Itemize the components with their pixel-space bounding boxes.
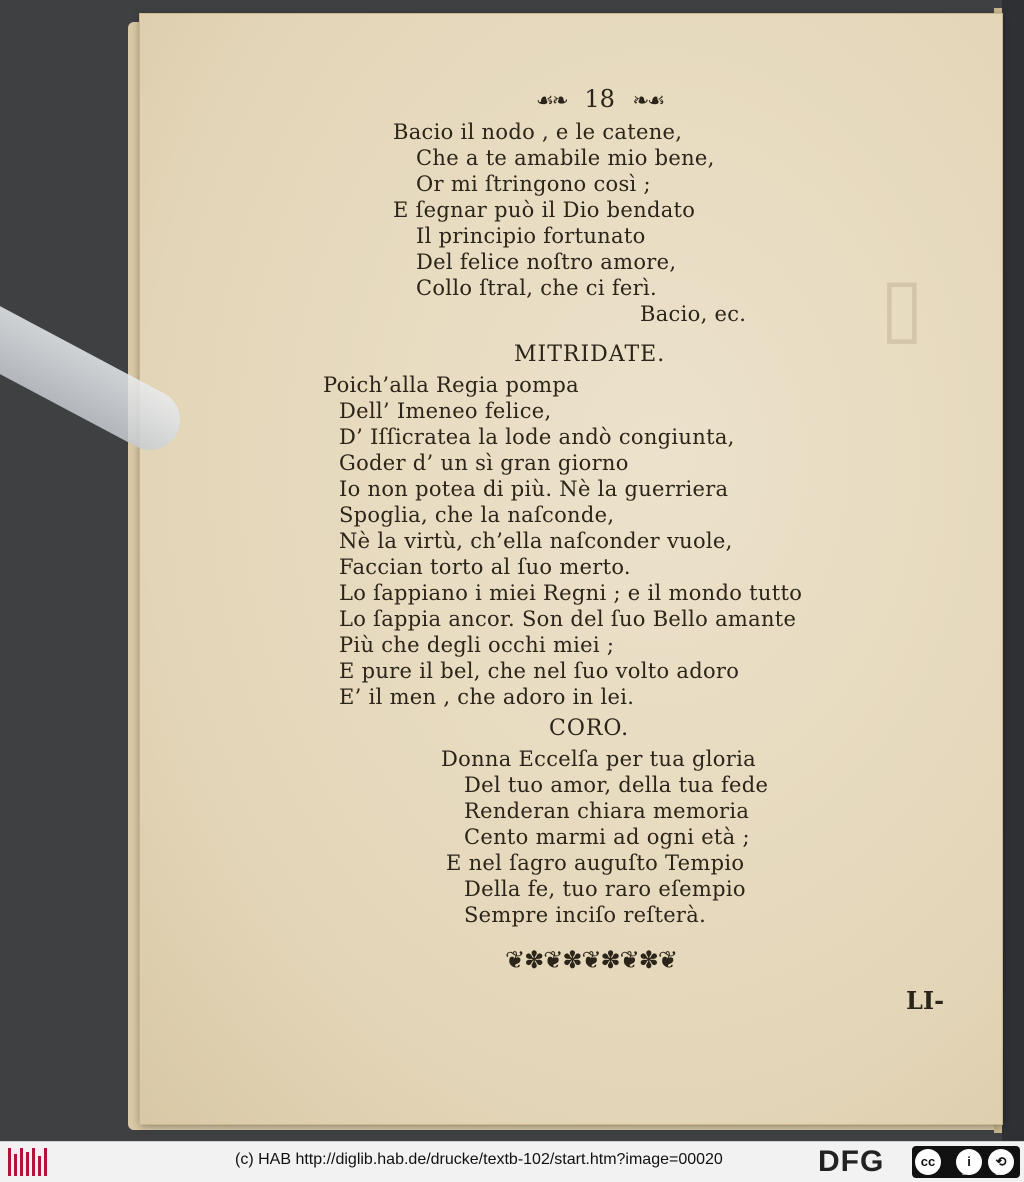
footer-bar xyxy=(0,1141,1024,1182)
verse-line: Che a te amabile mio bene, xyxy=(416,146,715,170)
sa-label: SA xyxy=(995,1170,1005,1177)
verse-line: Del tuo amor, della tua fede xyxy=(464,773,769,797)
header-ornament-right: ❧☙ xyxy=(632,88,664,112)
dfg-logo: DFG xyxy=(818,1145,885,1178)
verse-line: Nè la virtù, ch’ella naſconder vuole, xyxy=(339,529,733,553)
bleed-through-initial: ▯ xyxy=(880,260,925,353)
section-heading-coro: CORO. xyxy=(549,716,630,741)
share-alike-icon: ⟲ xyxy=(988,1149,1014,1175)
verse-line: Renderan chiara memoria xyxy=(464,799,750,823)
verse-line: Più che degli occhi miei ; xyxy=(339,633,615,657)
attribution-icon: i xyxy=(956,1149,982,1175)
verse-line: Lo ſappia ancor. Son del ſuo Bello amante xyxy=(339,607,797,631)
verse-line: Io non potea di più. Nè la guerriera xyxy=(339,477,729,501)
catchword: LI- xyxy=(906,986,945,1015)
verse-line: Della fe, tuo raro eſempio xyxy=(464,877,746,901)
verse-line: Donna Eccelſa per tua gloria xyxy=(441,747,756,771)
page-number: 18 xyxy=(584,85,615,113)
verse-line: E ſegnar può il Dio bendato xyxy=(393,198,696,222)
verse-line: Goder d’ un sì gran giorno xyxy=(339,451,629,475)
header-ornament-left: ☙❧ xyxy=(536,88,567,112)
footer-ornament: ❦✽❦✽❦✽❦✽❦ xyxy=(505,946,677,974)
verse-line: E pure il bel, che nel ſuo volto adoro xyxy=(339,659,740,683)
hab-logo-icon xyxy=(8,1148,48,1176)
verse-line: Dell’ Imeneo felice, xyxy=(339,399,552,423)
verse-line: Collo ſtral, che ci ferì. xyxy=(416,276,657,300)
verse-line: E nel ſagro auguſto Tempio xyxy=(446,851,745,875)
verse-line: Sempre inciſo reſterà. xyxy=(464,903,707,927)
refrain-line: Bacio, ec. xyxy=(640,302,747,326)
verse-line: Faccian torto al ſuo merto. xyxy=(339,555,631,579)
right-page-strip xyxy=(1002,0,1024,1141)
verse-line: Cento marmi ad ogni età ; xyxy=(464,825,750,849)
verse-line: Spoglia, che la naſconde, xyxy=(339,503,615,527)
page-header xyxy=(536,85,663,113)
verse-line: Del felice noſtro amore, xyxy=(416,250,677,274)
verse-line: Bacio il nodo , e le catene, xyxy=(393,120,683,144)
cc-license-badge[interactable] xyxy=(912,1146,1020,1178)
section-heading-mitridate: MITRIDATE. xyxy=(514,342,666,367)
by-label: BY xyxy=(962,1170,972,1177)
verse-line: Il principio fortunato xyxy=(416,224,646,248)
cc-icon: cc xyxy=(915,1149,941,1175)
verse-line: Or mi ſtringono così ; xyxy=(416,172,651,196)
copyright-link[interactable]: (c) HAB http://diglib.hab.de/drucke/textb-102/start.htm?image=00020 xyxy=(235,1151,723,1168)
verse-line: Poich’alla Regia pompa xyxy=(323,373,579,397)
verse-line: Lo ſappiano i miei Regni ; e il mondo tutto xyxy=(339,581,803,605)
verse-line: D’ Iſſicratea la lode andò congiunta, xyxy=(339,425,735,449)
verse-line: E’ il men , che adoro in lei. xyxy=(339,685,635,709)
